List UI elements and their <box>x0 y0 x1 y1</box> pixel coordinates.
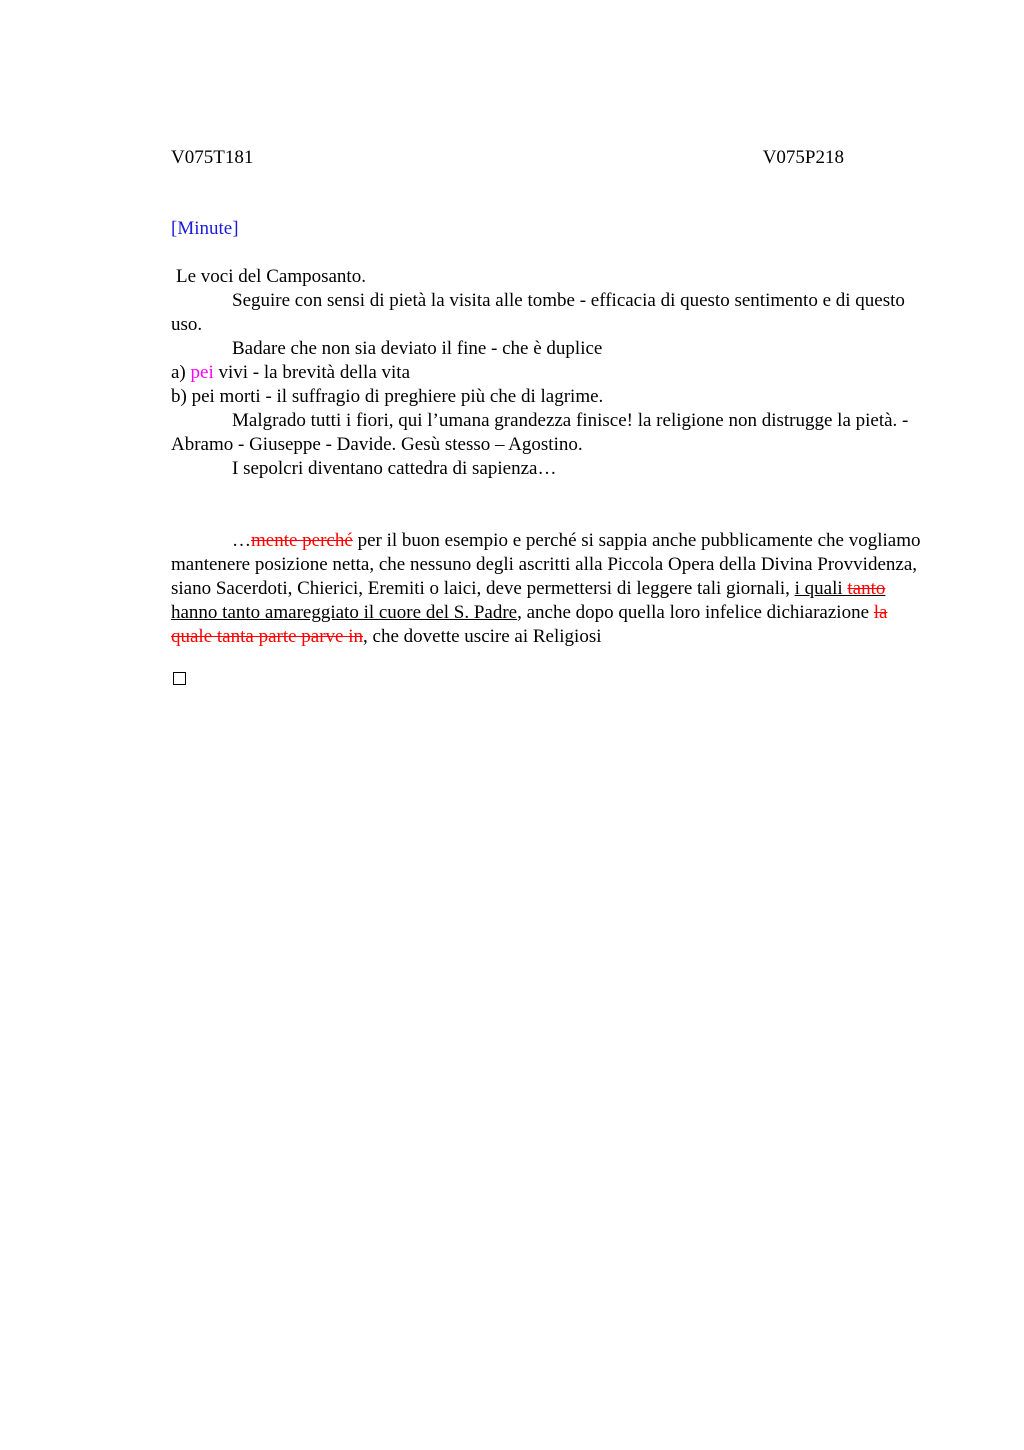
paragraph-tombs: I sepolcri diventano cattedra di sapienza… <box>232 458 557 479</box>
newspapers-text-1: per il buon esempio e perché si sappia anche pubblicamente che vogliamo mantenere posizione netta, che nessuno degli ascritti alla Piccola Opera della Divina Provvidenza, siano Sacerdoti, Chierici, Eremiti o laici, deve permettersi di leggere tali giornali, <box>171 530 921 599</box>
newspapers-text-3: , che dovette uscire ai Religiosi <box>363 626 602 647</box>
minute-label: [Minute] <box>171 218 239 239</box>
paragraph-flowers: Malgrado tutti i fiori, qui l’umana grandezza finisce! la religione non distrugge la pietà. - Abramo - Giuseppe - Davide. Gesù stesso – Agostino. <box>171 410 909 455</box>
deleted-text-2: la quale tanta parte parve in <box>171 602 888 647</box>
list-marker-a: a) <box>171 362 191 383</box>
deleted-text-inline: tanto <box>847 578 886 599</box>
paragraph-dead: b) pei morti - il suffragio di preghiere più che di lagrime. <box>171 386 604 407</box>
document-header <box>171 146 844 170</box>
highlighted-word: pei <box>190 362 214 383</box>
document-code-right: V075P218 <box>762 147 844 168</box>
paragraph-visit: Seguire con sensi di pietà la visita alle tombe - efficacia di questo sentimento e di questo uso. <box>171 290 905 335</box>
section-gap <box>171 481 921 529</box>
section-title: Le voci del Camposanto. <box>176 266 366 287</box>
paragraph-purpose: Badare che non sia deviato il fine - che è duplice <box>232 338 603 359</box>
paragraph-living <box>171 361 921 385</box>
underlined-text-1: i quali <box>794 578 848 599</box>
document-code-left: V075T181 <box>171 147 254 168</box>
empty-square-icon <box>173 672 186 685</box>
deleted-text-1: mente perché <box>251 530 353 551</box>
newspapers-text-2: , anche dopo quella loro infelice dichiarazione <box>517 602 874 623</box>
document-page <box>171 0 921 1450</box>
paragraph-living-text: vivi - la brevità della vita <box>213 362 410 383</box>
paragraph-newspapers <box>171 529 921 649</box>
underlined-text-2: hanno tanto amareggiato il cuore del S. Padre <box>171 602 518 623</box>
document-body <box>171 265 921 649</box>
ellipsis: … <box>232 530 251 551</box>
